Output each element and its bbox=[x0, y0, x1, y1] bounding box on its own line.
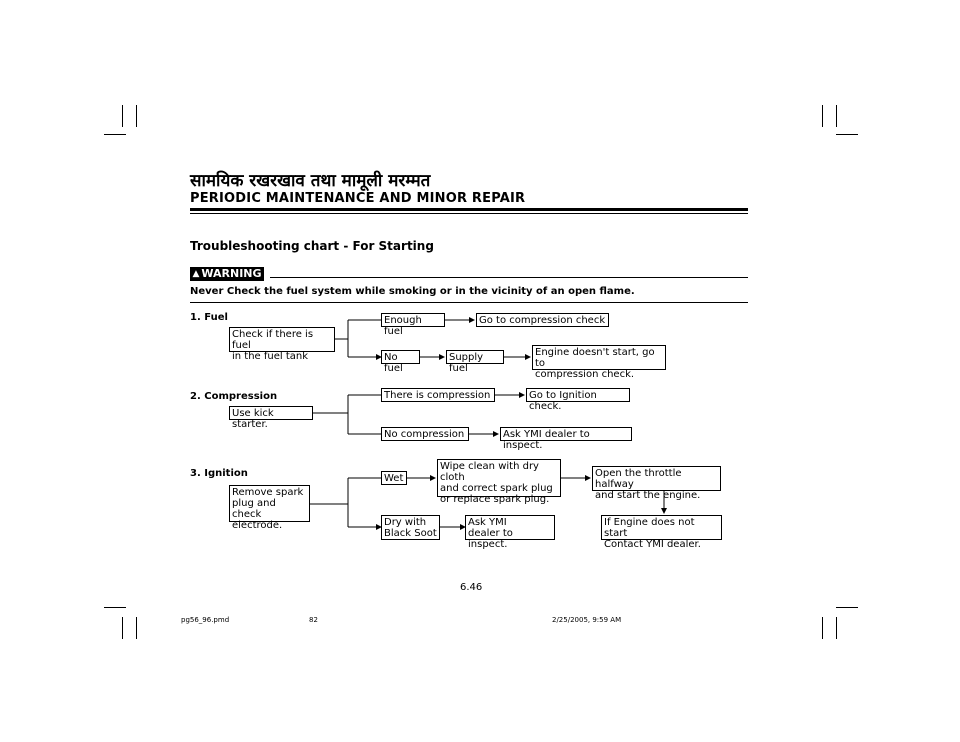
kick-starter-box: Use kick starter. bbox=[229, 406, 313, 420]
wipe-clean-box: Wipe clean with dry cloth and correct spark plug or replace spark plug. bbox=[437, 459, 561, 497]
footer-file: pg56_96.pmd bbox=[181, 616, 230, 624]
footer-date: 2/25/2005, 9:59 AM bbox=[552, 616, 622, 624]
dry-soot-box: Dry with Black Soot bbox=[381, 515, 440, 540]
section-fuel-label: 1. Fuel bbox=[190, 312, 228, 323]
ask-dealer-box: Ask YMI dealer to inspect. bbox=[500, 427, 632, 441]
supply-fuel-box: Supply fuel bbox=[446, 350, 504, 364]
page-title: PERIODIC MAINTENANCE AND MINOR REPAIR bbox=[190, 191, 526, 206]
go-ignition-box: Go to Ignition check. bbox=[526, 388, 630, 402]
there-is-compression-box: There is compression bbox=[381, 388, 495, 402]
open-throttle-box: Open the throttle halfway and start the engine. bbox=[592, 466, 721, 491]
section-ignition-label: 3. Ignition bbox=[190, 468, 248, 479]
warning-text: Never Check the fuel system while smoking or in the vicinity of an open flame. bbox=[190, 286, 635, 297]
section-compression-label: 2. Compression bbox=[190, 391, 278, 402]
go-compression-box: Go to compression check bbox=[476, 313, 609, 327]
engine-not-start-box: Engine doesn't start, go to compression check. bbox=[532, 345, 666, 370]
wet-box: Wet bbox=[381, 471, 407, 485]
footer-page: 82 bbox=[309, 616, 318, 624]
warning-badge-label: WARNING bbox=[201, 267, 262, 280]
page-number: 6.46 bbox=[460, 582, 483, 593]
no-compression-box: No compression bbox=[381, 427, 469, 441]
enough-fuel-box: Enough fuel bbox=[381, 313, 445, 327]
hindi-title: सामयिक रखरखाव तथा मामूली मरम्मत bbox=[190, 171, 431, 191]
contact-dealer-box: If Engine does not start Contact YMI dealer. bbox=[601, 515, 722, 540]
warning-icon: ▲ bbox=[192, 269, 200, 279]
fuel-check-box: Check if there is fuel in the fuel tank bbox=[229, 327, 335, 352]
no-fuel-box: No fuel bbox=[381, 350, 420, 364]
ask-ymi-box: Ask YMI dealer to inspect. bbox=[465, 515, 555, 540]
remove-spark-plug-box: Remove spark plug and check electrode. bbox=[229, 485, 310, 522]
section-subtitle: Troubleshooting chart - For Starting bbox=[190, 239, 434, 253]
